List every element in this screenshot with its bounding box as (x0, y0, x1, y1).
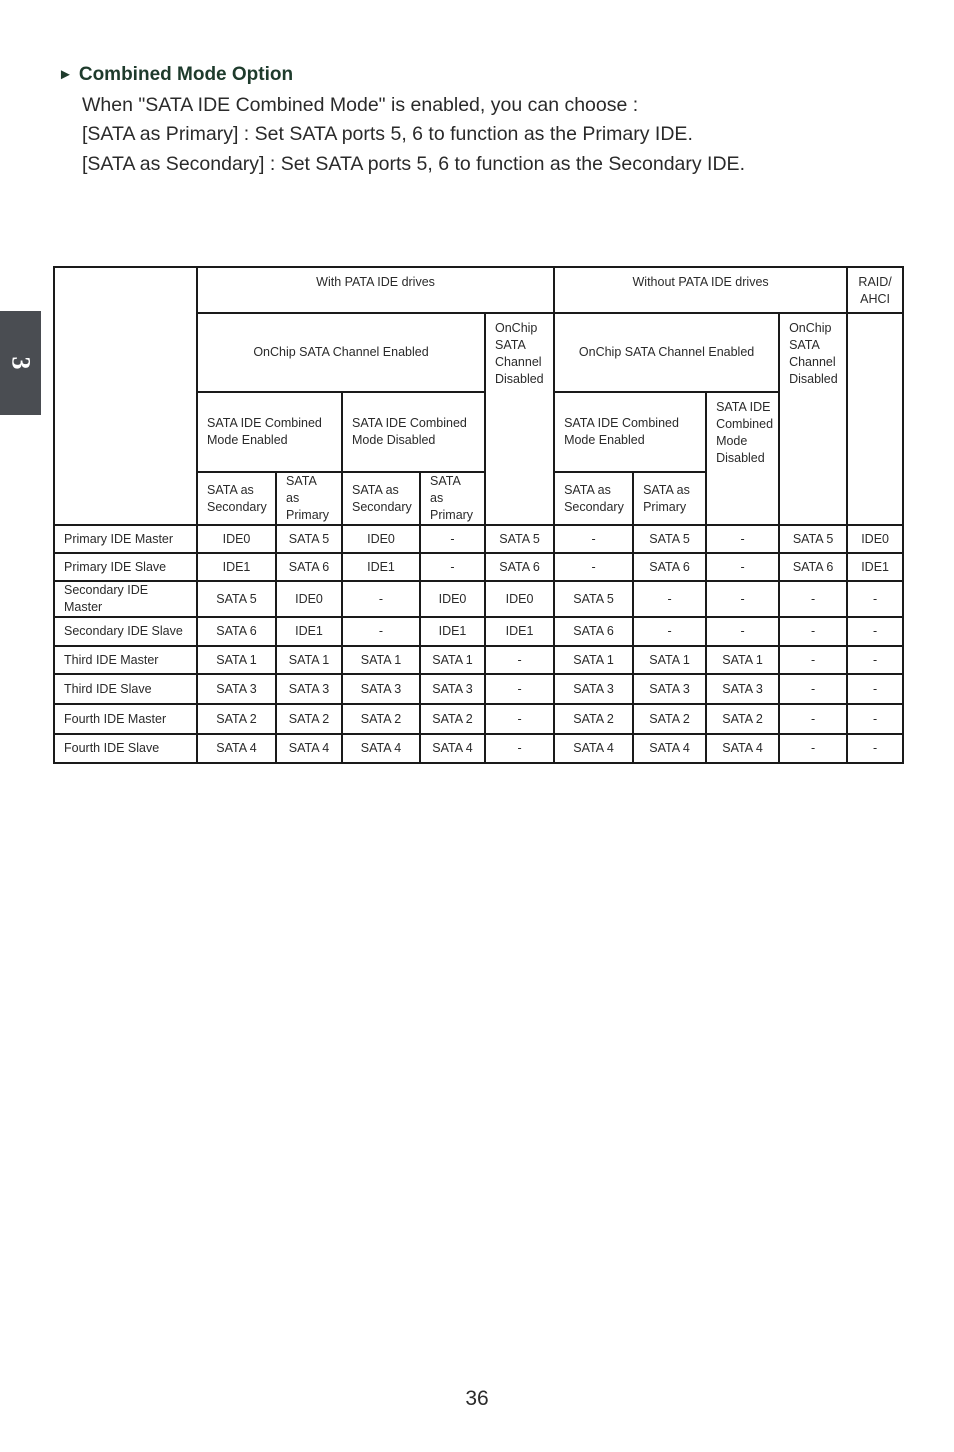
table-cell: SATA 4 (633, 734, 706, 763)
table-cell: - (779, 704, 847, 734)
table-cell: SATA 1 (633, 646, 706, 674)
table-cell: - (342, 617, 420, 646)
table-cell: SATA 2 (276, 704, 342, 734)
without-pata-onchip-disabled: OnChip SATA Channel Disabled (779, 313, 847, 525)
table-cell: SATA 5 (276, 525, 342, 553)
table-row (54, 525, 903, 553)
col-sata-secondary-3: SATA as Secondary (554, 472, 633, 525)
sata-primary-paragraph: [SATA as Primary] : Set SATA ports 5, 6 to function as the Primary IDE. (82, 123, 693, 145)
table-cell: SATA 6 (554, 617, 633, 646)
intro-paragraph: When "SATA IDE Combined Mode" is enabled, you can choose : (82, 94, 639, 116)
table-cell: SATA 3 (420, 674, 485, 704)
section-heading (58, 64, 293, 86)
row-label: Primary IDE Master (54, 525, 197, 553)
table-cell: SATA 4 (554, 734, 633, 763)
table-cell: SATA 3 (197, 674, 276, 704)
table-row (54, 617, 903, 646)
table-cell: SATA 1 (554, 646, 633, 674)
table-body (54, 525, 903, 763)
table-cell: - (554, 553, 633, 581)
with-pata-combined-enabled: SATA IDE Combined Mode Enabled (197, 392, 342, 472)
table-row (54, 704, 903, 734)
col-sata-primary-1: SATA as Primary (276, 472, 342, 525)
table-cell: IDE0 (420, 581, 485, 617)
table-cell: SATA 6 (779, 553, 847, 581)
table-cell: IDE1 (342, 553, 420, 581)
row-label: Secondary IDE Master (54, 581, 197, 617)
table-cell: - (420, 525, 485, 553)
table-cell: SATA 2 (197, 704, 276, 734)
row-label: Third IDE Slave (54, 674, 197, 704)
table-cell: - (779, 581, 847, 617)
table-cell: - (485, 674, 554, 704)
table-cell: IDE0 (197, 525, 276, 553)
table-cell: - (847, 617, 903, 646)
page-number: 36 (465, 1387, 489, 1410)
table-cell: - (342, 581, 420, 617)
table-cell: SATA 5 (779, 525, 847, 553)
table-cell: - (633, 617, 706, 646)
table-cell: SATA 4 (420, 734, 485, 763)
chapter-number: 3 (6, 356, 36, 370)
table-cell: IDE0 (485, 581, 554, 617)
table-cell: IDE0 (847, 525, 903, 553)
sata-secondary-paragraph: [SATA as Secondary] : Set SATA ports 5, 6 to function as the Secondary IDE. (82, 153, 745, 175)
table-cell: - (420, 553, 485, 581)
table-cell: SATA 2 (633, 704, 706, 734)
table-cell: SATA 6 (485, 553, 554, 581)
table-cell: SATA 5 (197, 581, 276, 617)
header-row-1 (54, 267, 903, 313)
table-cell: SATA 4 (197, 734, 276, 763)
table-cell: - (706, 581, 779, 617)
with-pata-header: With PATA IDE drives (197, 267, 554, 313)
ide-mapping-table (53, 266, 904, 764)
table-cell: - (847, 581, 903, 617)
header-corner-cell (54, 267, 197, 525)
table-cell: - (779, 646, 847, 674)
table-cell: SATA 3 (554, 674, 633, 704)
table-cell: SATA 2 (554, 704, 633, 734)
row-label: Primary IDE Slave (54, 553, 197, 581)
row-label: Fourth IDE Slave (54, 734, 197, 763)
table-cell: - (847, 674, 903, 704)
table-cell: - (847, 646, 903, 674)
table-row (54, 674, 903, 704)
table-cell: SATA 5 (554, 581, 633, 617)
section-title: Combined Mode Option (78, 64, 294, 85)
table-cell: - (779, 674, 847, 704)
row-label: Third IDE Master (54, 646, 197, 674)
table-cell: - (847, 734, 903, 763)
table-cell: - (847, 704, 903, 734)
raid-ahci-header: RAID/ AHCI (847, 267, 903, 313)
col-sata-primary-2: SATA as Primary (420, 472, 485, 525)
table-cell: SATA 1 (420, 646, 485, 674)
table-cell: - (779, 617, 847, 646)
table-cell: SATA 6 (197, 617, 276, 646)
table-cell: SATA 2 (342, 704, 420, 734)
col-sata-secondary-1: SATA as Secondary (197, 472, 276, 525)
without-pata-combined-disabled: SATA IDE Combined Mode Disabled (706, 392, 779, 525)
with-pata-combined-disabled: SATA IDE Combined Mode Disabled (342, 392, 485, 472)
chapter-tab (0, 311, 41, 415)
table-cell: - (706, 553, 779, 581)
col-sata-primary-3: SATA as Primary (633, 472, 706, 525)
table-row (54, 646, 903, 674)
triangle-arrow-icon: ► (58, 66, 73, 83)
table-cell: IDE1 (420, 617, 485, 646)
table-cell: IDE1 (847, 553, 903, 581)
table-cell: SATA 4 (342, 734, 420, 763)
table-cell: - (779, 734, 847, 763)
table-cell: - (633, 581, 706, 617)
without-pata-header: Without PATA IDE drives (554, 267, 847, 313)
with-pata-onchip-enabled: OnChip SATA Channel Enabled (197, 313, 485, 392)
table-cell: SATA 5 (485, 525, 554, 553)
table-cell: IDE1 (485, 617, 554, 646)
row-label: Fourth IDE Master (54, 704, 197, 734)
table-cell: IDE1 (276, 617, 342, 646)
table-cell: SATA 3 (276, 674, 342, 704)
table-cell: - (485, 704, 554, 734)
table-cell: - (485, 646, 554, 674)
table-cell: - (706, 617, 779, 646)
table-cell: SATA 1 (276, 646, 342, 674)
table-cell: SATA 6 (633, 553, 706, 581)
table-cell: SATA 4 (706, 734, 779, 763)
table-cell: IDE1 (197, 553, 276, 581)
table-cell: SATA 3 (342, 674, 420, 704)
raid-ahci-empty-cell (847, 313, 903, 525)
table-cell: SATA 2 (706, 704, 779, 734)
table-cell: - (485, 734, 554, 763)
table-cell: IDE0 (342, 525, 420, 553)
row-label: Secondary IDE Slave (54, 617, 197, 646)
with-pata-onchip-disabled: OnChip SATA Channel Disabled (485, 313, 554, 525)
table-cell: SATA 4 (276, 734, 342, 763)
table-row (54, 581, 903, 617)
without-pata-onchip-enabled: OnChip SATA Channel Enabled (554, 313, 779, 392)
without-pata-combined-enabled: SATA IDE Combined Mode Enabled (554, 392, 706, 472)
table-cell: IDE0 (276, 581, 342, 617)
table-cell: SATA 1 (342, 646, 420, 674)
table-cell: SATA 5 (633, 525, 706, 553)
table-cell: SATA 1 (197, 646, 276, 674)
table-cell: SATA 3 (706, 674, 779, 704)
table-cell: SATA 1 (706, 646, 779, 674)
table-cell: SATA 2 (420, 704, 485, 734)
table-row (54, 553, 903, 581)
table-row (54, 734, 903, 763)
table-cell: SATA 3 (633, 674, 706, 704)
col-sata-secondary-2: SATA as Secondary (342, 472, 420, 525)
table-cell: - (554, 525, 633, 553)
table-cell: SATA 6 (276, 553, 342, 581)
table-cell: - (706, 525, 779, 553)
